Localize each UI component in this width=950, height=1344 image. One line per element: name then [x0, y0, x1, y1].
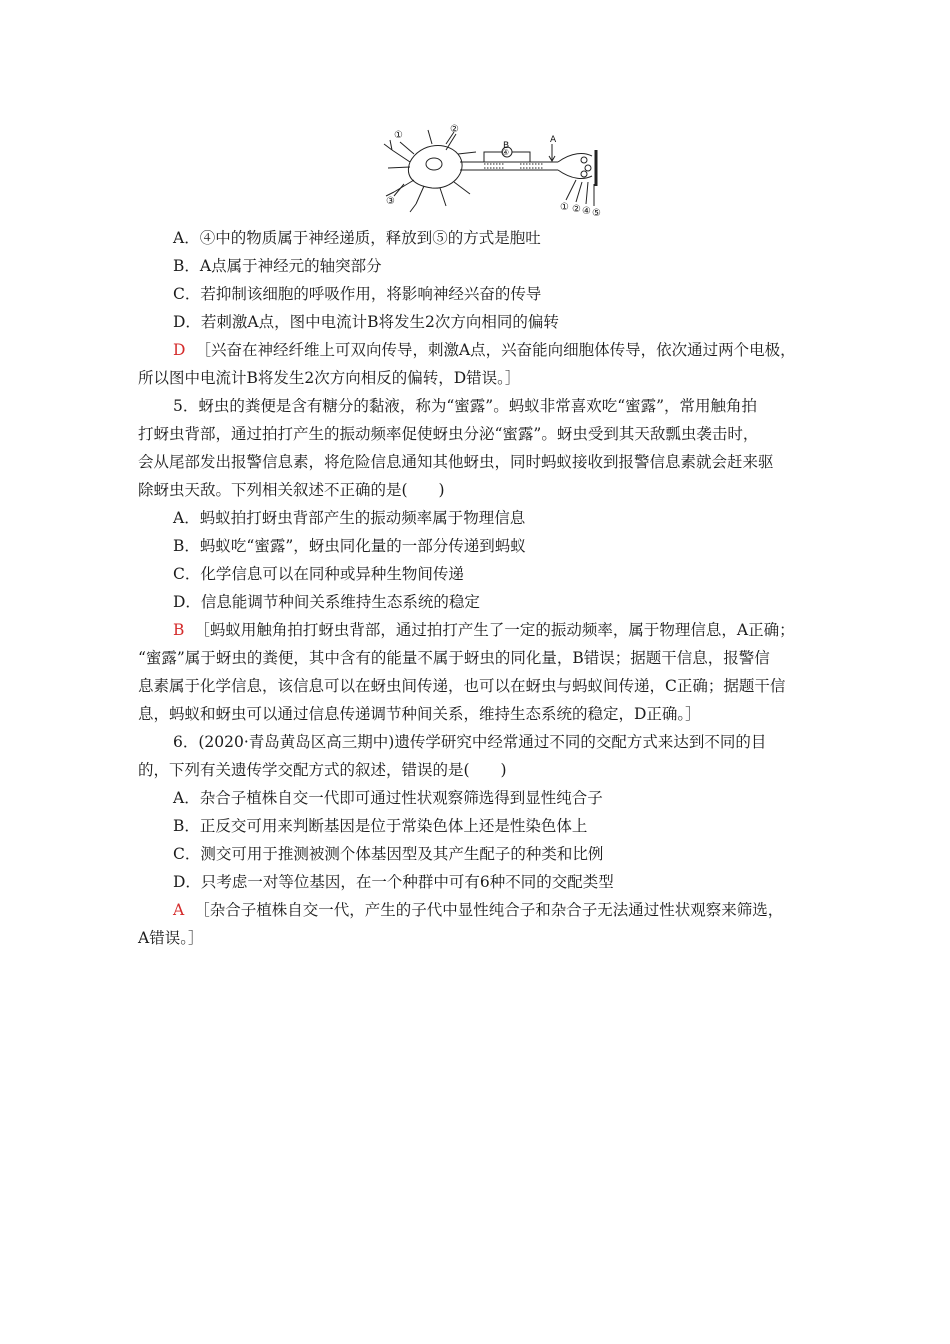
q5-option-b: B．蚂蚁吃“蜜露”，蚜虫同化量的一部分传递到蚂蚁	[173, 537, 526, 555]
q6-explanation-line: A错误。］	[138, 929, 204, 947]
q5-explanation-line: 息素属于化学信息，该信息可以在蚜虫间传递，也可以在蚜虫与蚂蚁间传递，C正确；据题干信	[138, 677, 786, 695]
figure-label: B	[503, 141, 510, 151]
figure-label: ①	[394, 130, 403, 141]
q5-option-a: A．蚂蚁拍打蚜虫背部产生的振动频率属于物理信息	[173, 509, 526, 527]
q5-option-d: D．信息能调节种间关系维持生态系统的稳定	[173, 593, 480, 611]
q5-stem-line: 除蚜虫天敌。下列相关叙述不正确的是( )	[138, 481, 445, 499]
figure-label: ②	[572, 204, 581, 215]
q4-option-d: D．若刺激A点，图中电流计B将发生2次方向相同的偏转	[173, 313, 559, 331]
q5-stem-line: 5．蚜虫的粪便是含有糖分的黏液，称为“蜜露”。蚂蚁非常喜欢吃“蜜露”，常用触角拍	[173, 397, 758, 415]
q5-stem-line: 会从尾部发出报警信息素，将危险信息通知其他蚜虫，同时蚂蚁接收到报警信息素就会赶来驱	[138, 453, 774, 471]
figure-label: ④	[502, 148, 510, 157]
q4-explanation-line: 所以图中电流计B将发生2次方向相反的偏转，D错误。］	[138, 369, 521, 387]
q6-option-c: C．测交可用于推测被测个体基因型及其产生配子的种类和比例	[173, 845, 604, 863]
q6-answer-letter: A	[173, 901, 185, 919]
q6-option-d: D．只考虑一对等位基因，在一个种群中可有6种不同的交配类型	[173, 873, 614, 891]
q4-answer-letter: D	[173, 341, 186, 359]
q6-explanation-line: A ［杂合子植株自交一代，产生的子代中显性纯合子和杂合子无法通过性状观察来筛选，	[173, 901, 784, 919]
q5-explanation-line: “蜜露”属于蚜虫的粪便，其中含有的能量不属于蚜虫的同化量，B错误；据题干信息，报警信	[138, 649, 770, 667]
figure-label: ①	[560, 202, 569, 213]
q5-explanation-line: B ［蚂蚁用触角拍打蚜虫背部，通过拍打产生了一定的振动频率，属于物理信息，A正确；	[173, 621, 795, 639]
figure-label: ③	[386, 196, 395, 207]
figure-label: A	[550, 135, 557, 145]
q4-option-c: C．若抑制该细胞的呼吸作用，将影响神经兴奋的传导	[173, 285, 542, 303]
q4-option-a: A．④中的物质属于神经递质，释放到⑤的方式是胞吐	[173, 229, 541, 247]
q4-explanation-line: D ［兴奋在神经纤维上可双向传导，刺激A点，兴奋能向细胞体传导，依次通过两个电极，	[173, 341, 796, 359]
figure-label: ⑤	[592, 208, 601, 218]
q5-stem-line: 打蚜虫背部，通过拍打产生的振动频率促使蚜虫分泌“蜜露”。蚜虫受到其天敌瓢虫袭击时，	[138, 425, 759, 443]
q6-option-b: B．正反交可用来判断基因是位于常染色体上还是性染色体上	[173, 817, 588, 835]
figure-label: ④	[582, 206, 591, 217]
q5-option-c: C．化学信息可以在同种或异种生物间传递	[173, 565, 464, 583]
figure-label: ②	[450, 124, 459, 135]
neuron-diagram	[380, 122, 612, 218]
q6-stem-line: 6．(2020·青岛黄岛区高三期中)遗传学研究中经常通过不同的交配方式来达到不同的目	[173, 733, 767, 751]
q5-explanation-line: 息，蚂蚁和蚜虫可以通过信息传递调节种间关系，维持生态系统的稳定，D正确。］	[138, 705, 701, 723]
q6-stem-line: 的，下列有关遗传学交配方式的叙述，错误的是( )	[138, 761, 507, 779]
q5-answer-letter: B	[173, 621, 185, 639]
q6-option-a: A．杂合子植株自交一代即可通过性状观察筛选得到显性纯合子	[173, 789, 603, 807]
q4-option-b: B．A点属于神经元的轴突部分	[173, 257, 382, 275]
